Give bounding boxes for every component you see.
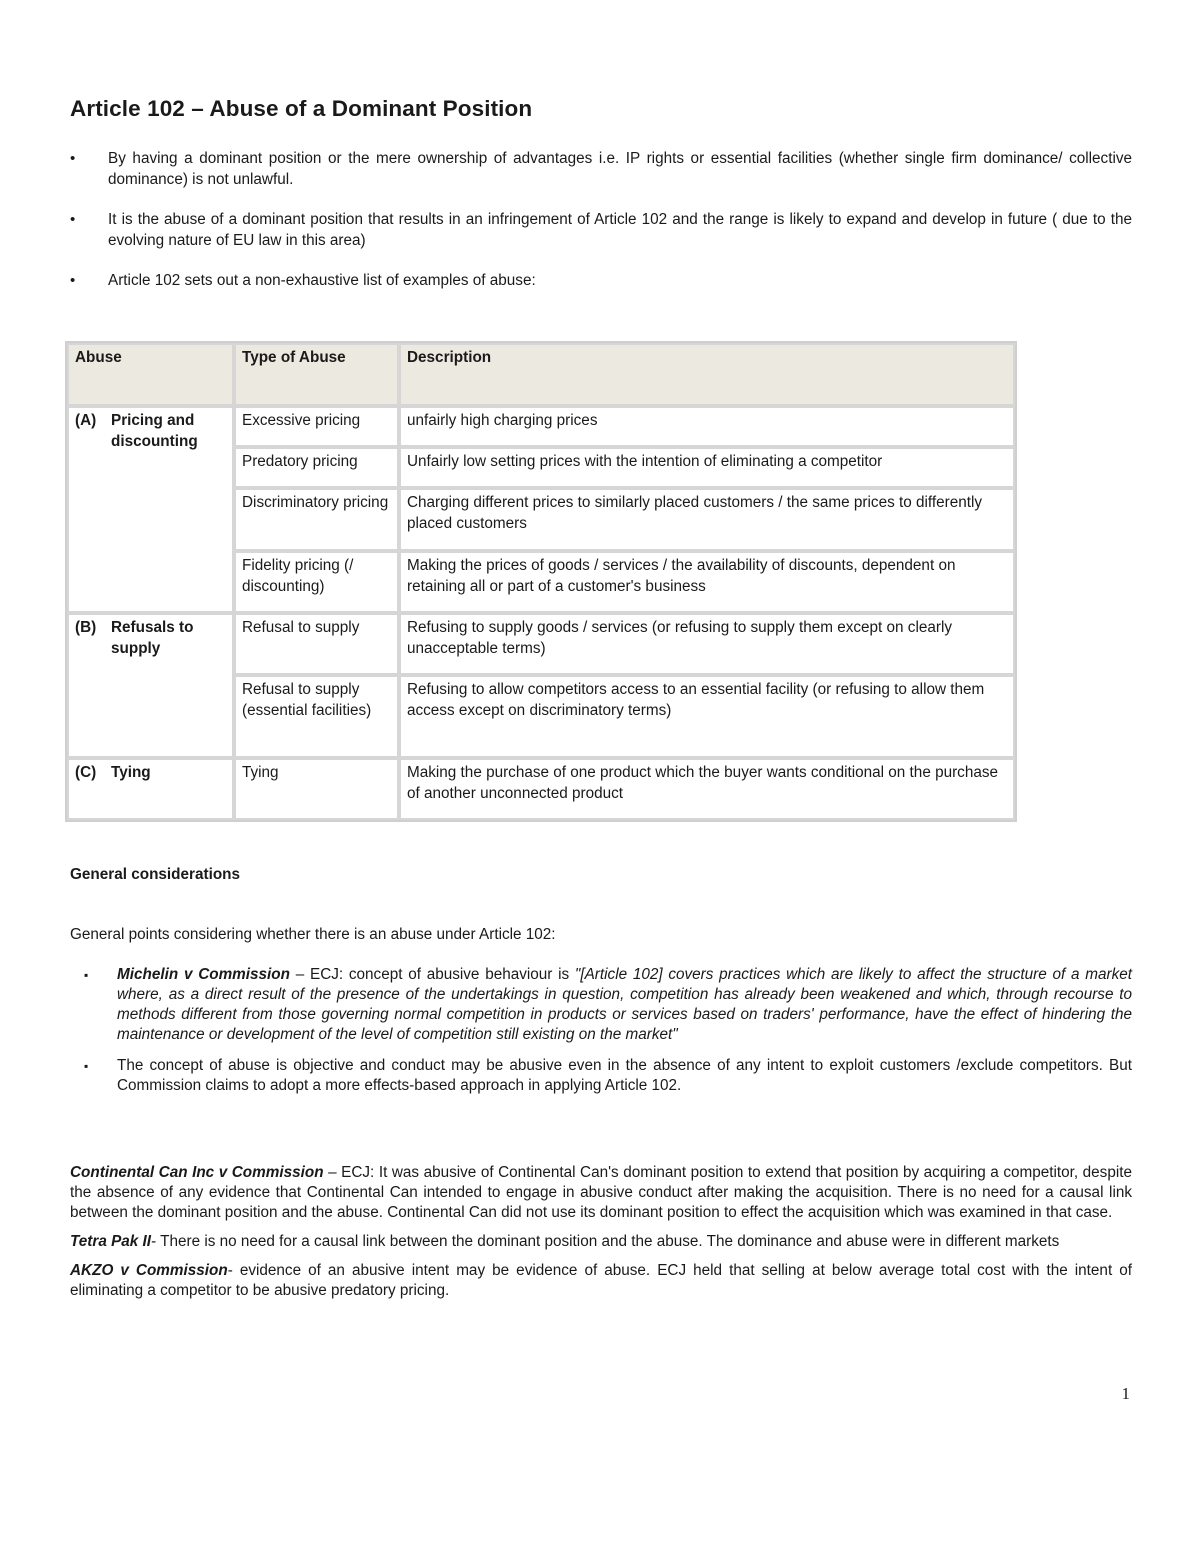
abuse-group-b xyxy=(67,613,234,758)
header-description: Description xyxy=(399,343,1015,406)
abuse-name: Tying xyxy=(111,764,151,781)
header-abuse: Abuse xyxy=(67,343,234,406)
case-name: AKZO v Commission xyxy=(70,1262,228,1279)
abuse-name: Pricing and discounting xyxy=(111,412,198,450)
description-cell: Refusing to allow competitors access to an essential facility (or refusing to allow them access except on discriminatory terms) xyxy=(399,675,1015,758)
abuse-letter: (B) xyxy=(75,619,97,636)
case-name: Tetra Pak II xyxy=(70,1233,152,1250)
abuse-letter: (A) xyxy=(75,412,97,429)
type-cell: Excessive pricing xyxy=(234,406,399,447)
abuse-group-a xyxy=(67,406,234,613)
table-row xyxy=(67,406,1015,447)
general-points-list xyxy=(70,965,1132,1107)
general-point-michelin xyxy=(70,965,1132,1045)
type-cell: Refusal to supply (essential facilities) xyxy=(234,675,399,758)
abuse-table xyxy=(65,341,1017,822)
case-continental-can xyxy=(70,1163,1132,1223)
case-tetra-pak xyxy=(70,1232,1132,1252)
case-name: Michelin v Commission xyxy=(117,966,290,983)
description-cell: Charging different prices to similarly placed customers / the same prices to differently placed customers xyxy=(399,488,1015,551)
type-cell: Tying xyxy=(234,758,399,820)
intro-bullet-list xyxy=(70,148,1132,291)
general-intro: General points considering whether there is an abuse under Article 102: xyxy=(70,926,556,943)
table-row xyxy=(67,758,1015,820)
type-cell: Fidelity pricing (/ discounting) xyxy=(234,551,399,613)
point-quote: "[Article 102] covers practices which are likely to affect the structure of a market where, as a direct result of the presence of the undertakings in question, competition has already been weakened and which, through recourse to methods different from those governing normal competition in products or services based on traders' performance, have the effect of hindering the maintenance or development of the level of competition still existing on the market" xyxy=(117,966,1133,1043)
case-text: - evidence of an abusive intent may be evidence of abuse. ECJ held that selling at below average total cost with the intent of eliminating a competitor to be abusive predatory pricing. xyxy=(70,1262,1132,1299)
table-row xyxy=(67,613,1015,675)
type-cell: Discriminatory pricing xyxy=(234,488,399,551)
abuse-letter: (C) xyxy=(75,764,97,781)
intro-bullet: • Article 102 sets out a non-exhaustive list of examples of abuse: xyxy=(70,270,1132,291)
abuse-name: Refusals to supply xyxy=(111,619,194,657)
abuse-group-c xyxy=(67,758,234,820)
table-header-row xyxy=(67,343,1015,406)
page-title: Article 102 – Abuse of a Dominant Position xyxy=(70,96,533,121)
case-akzo xyxy=(70,1261,1132,1301)
description-cell: unfairly high charging prices xyxy=(399,406,1015,447)
description-cell: Unfairly low setting prices with the intention of eliminating a competitor xyxy=(399,447,1015,488)
header-type: Type of Abuse xyxy=(234,343,399,406)
description-cell: Making the purchase of one product which the buyer wants conditional on the purchase of another unconnected product xyxy=(399,758,1015,820)
case-text: - There is no need for a causal link between the dominant position and the abuse. The dominance and abuse were in different markets xyxy=(151,1233,1060,1250)
case-notes xyxy=(70,1163,1132,1310)
general-point-objective: ▪ The concept of abuse is objective and conduct may be abusive even in the absence of any intent to exploit customers /exclude competitors. But Commission claims to adopt a more effects-based approach in applying Article 102. xyxy=(70,1056,1132,1096)
intro-bullet: • By having a dominant position or the mere ownership of advantages i.e. IP rights or essential facilities (whether single firm dominance/ collective dominance) is not unlawful. xyxy=(70,148,1132,190)
page-number: 1 xyxy=(1121,1384,1130,1403)
type-cell: Predatory pricing xyxy=(234,447,399,488)
intro-bullet: • It is the abuse of a dominant position that results in an infringement of Article 102 and the range is likely to expand and develop in future ( due to the evolving nature of EU law in this area) xyxy=(70,209,1132,251)
case-text: – ECJ: It was abusive of Continental Can's dominant position to extend that position by acquiring a competitor, despite the absence of any evidence that Continental Can intended to engage in abusive conduct after making the acquisition. There is no need for a causal link between the dominant position and the abuse. Continental Can did not use its dominant position to effect the acquisition which was examined in that case. xyxy=(70,1164,1132,1221)
description-cell: Refusing to supply goods / services (or refusing to supply them except on clearly unacceptable terms) xyxy=(399,613,1015,675)
case-name: Continental Can Inc v Commission xyxy=(70,1164,324,1181)
point-lead: – ECJ: concept of abusive behaviour is xyxy=(290,966,575,983)
general-considerations-heading: General considerations xyxy=(70,866,241,883)
type-cell: Refusal to supply xyxy=(234,613,399,675)
description-cell: Making the prices of goods / services / the availability of discounts, dependent on retaining all or part of a customer's business xyxy=(399,551,1015,613)
